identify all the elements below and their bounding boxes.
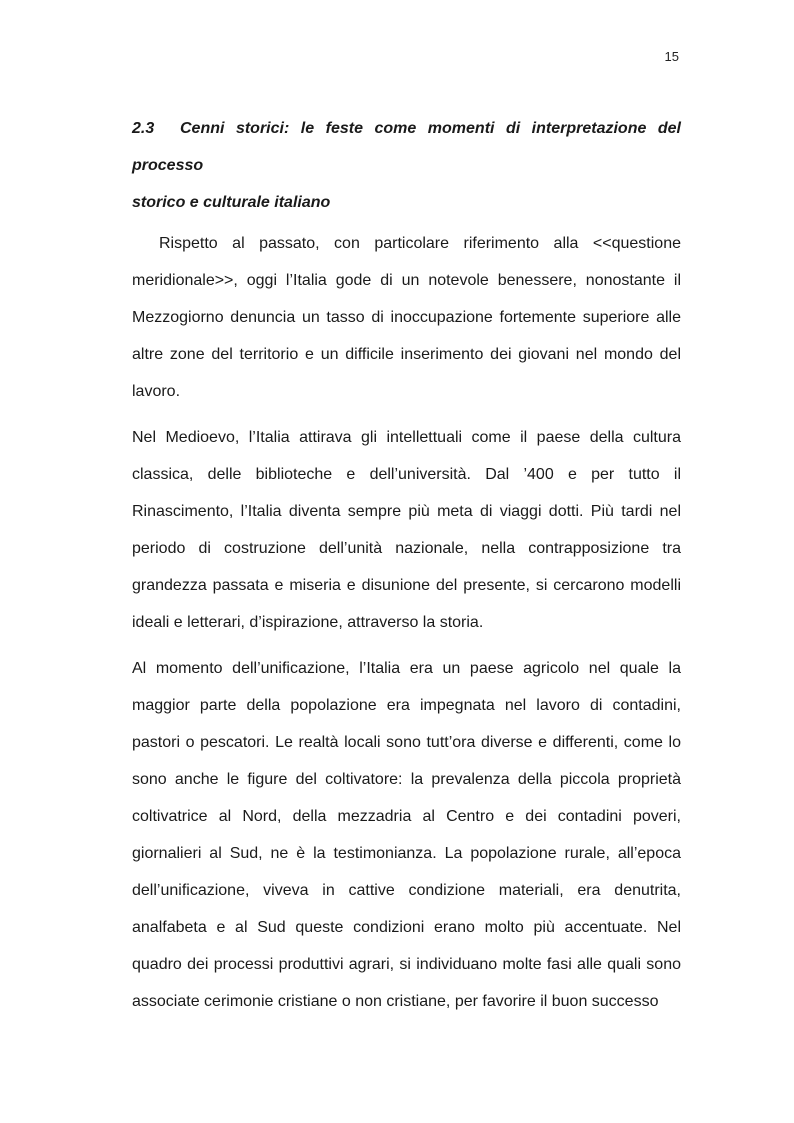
section-title-part2: storico e culturale italiano bbox=[132, 194, 331, 211]
paragraph-3: Al momento dell’unificazione, l’Italia era un paese agricolo nel quale la maggior parte della popolazione era impegnata nel lavoro di contadini, pastori o pescatori. Le realtà locali sono tutt’ora diverse e differenti, come lo sono anche le figure del coltivatore: la prevalenza della piccola proprietà coltivatrice al Nord, della mezzadria al Centro e dei contadini poveri, giornalieri al Sud, ne è la testimonianza. La popolazione rurale, all’epoca dell’unificazione, viveva in cattive condizione materiali, era denutrita, analfabeta e al Sud queste condizioni erano molto più accentuate. Nel quadro dei processi produttivi agrari, si individuano molte fasi alle quali sono associate cerimonie cristiane o non cristiane, per favorire il buon successo bbox=[132, 660, 681, 1010]
section-heading-line1 bbox=[132, 110, 681, 184]
paragraph-2: Nel Medioevo, l’Italia attirava gli intellettuali come il paese della cultura classica, delle biblioteche e dell’università. Dal ’400 e per tutto il Rinascimento, l’Italia diventa sempre più meta di viaggi dotti. Più tardi nel periodo di costruzione dell’unità nazionale, nella contrapposizione tra grandezza passata e miseria e disunione del presente, si cercarono modelli ideali e letterari, d’ispirazione, attraverso la storia. bbox=[132, 429, 681, 631]
section-title-part1: Cenni storici: le feste come momenti di interpretazione del processo bbox=[132, 120, 681, 174]
document-body bbox=[132, 110, 681, 1020]
paragraph-1: Rispetto al passato, con particolare riferimento alla <<questione meridionale>>, oggi l’Italia gode di un notevole benessere, nonostante il Mezzogiorno denuncia un tasso di inoccupazione fortemente superiore alle altre zone del territorio e un difficile inserimento dei giovani nel mondo del lavoro. bbox=[132, 235, 681, 400]
section-heading bbox=[132, 110, 681, 221]
page-number: 15 bbox=[664, 49, 679, 64]
section-number: 2.3 bbox=[132, 120, 155, 137]
